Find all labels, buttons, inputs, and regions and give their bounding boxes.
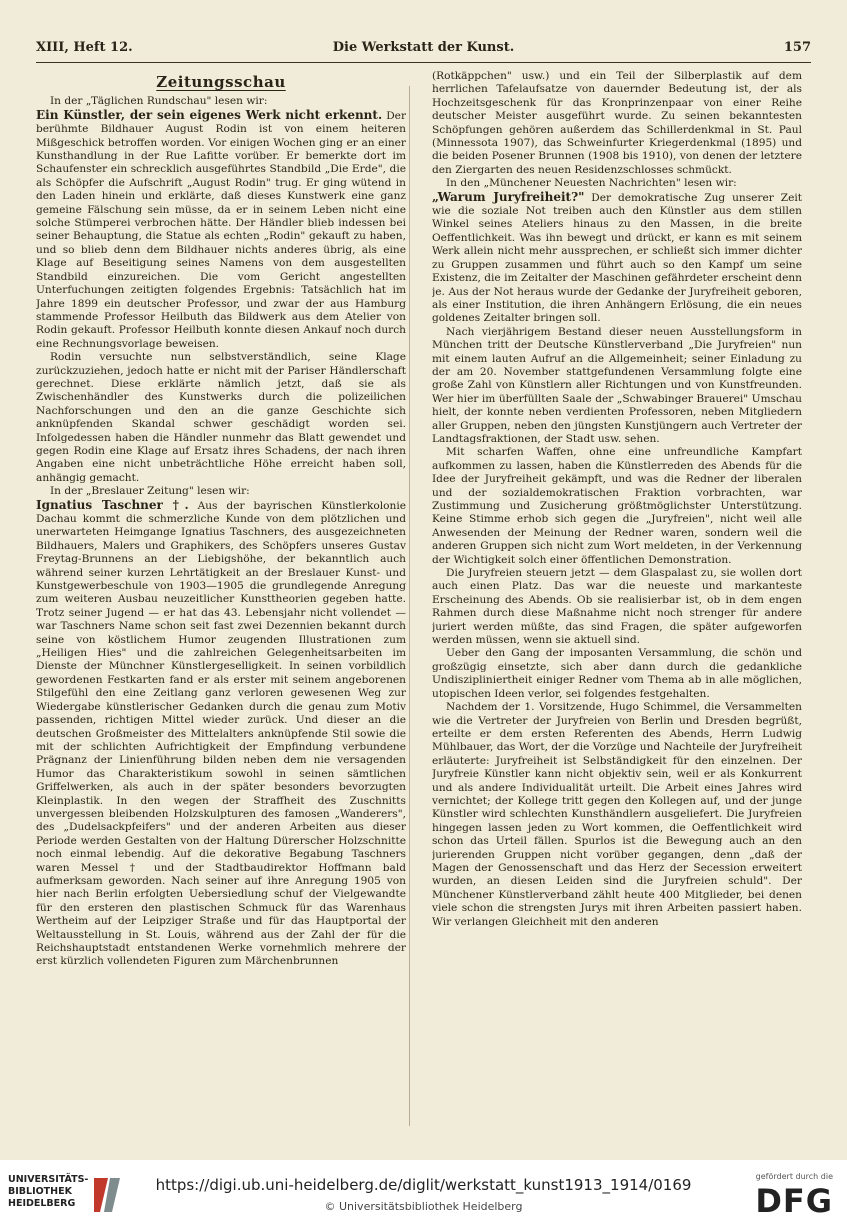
paragraph: Ueber den Gang der imposanten Versammlung, die schön und großzügig einsetzte, sich aber dann durch die gedankliche Undiszipliniertheit einiger Redner vom Thema ab in alle möglichen, utopischen Ideen verlor, sei folgendes festgehalten. <box>432 647 802 700</box>
funder-logo[interactable] <box>743 1172 833 1222</box>
paragraph: Nachdem der 1. Vorsitzende, Hugo Schimmel, die Versammelten wie die Vertreter der Juryfreien von Berlin und Dresden begrüßt, erteilte er dem ersten Referenten des Abends, Herrn Ludwig Mühlbauer, das Wort, der die Vorzüge und Nachteile der Juryfreiheit erläuterte: Juryfreiheit ist Selbständigkeit für den einzelnen. Der Juryfreie Künstler kann nicht objektiv sein, weil er als Konkurrent und als andere Individualität urteilt. Die Arbeit eines Jahres wird vernichtet; der Kollege tritt gegen den Kollegen auf, und der junge Künstler wird schlechten Kunsthändlern ausgeliefert. Die Juryfreien hingegen lassen jeden zu Wort kommen, die Oeffentlichkeit wird schon das Urteil fällen. Spurlos ist die Bewegung auch an den jurierenden Gruppen nicht vorüber gegangen, denn „daß der Magen der Genossenschaft und das Herz der Secession erweitert wurden, an diesen Leiden sind die Juryfreien schuld". Der Münchener Künstlerverband zählt heute 400 Mitglieder, bei denen viele schon die strengsten Jurys mit ihren Arbeiten passiert haben. Wir verlangen Gleichheit mit den anderen <box>432 701 802 928</box>
funder-caption: gefördert durch die <box>755 1172 833 1181</box>
library-name: UNIVERSITÄTS- BIBLIOTHEK HEIDELBERG <box>8 1174 89 1209</box>
permalink-url[interactable]: https://digi.ub.uni-heidelberg.de/diglit/werkstatt_kunst1913_1914/0169 <box>155 1176 692 1194</box>
viewer-footer <box>0 1160 847 1228</box>
paragraph: Nach vierjährigem Bestand dieser neuen Ausstellungsform in München tritt der Deutsche Künstlerverband „Die Juryfreien" nun mit einem lauten Aufruf an die Allgemeinheit; seiner Einladung zu der am 20. November stattgefundenen Versammlung folgte eine große Zahl von Künstlern aller Richtungen und von Kunstfreunden. Wer hier im überfüllten Saale der „Schwabinger Brauerei" Umschau hielt, der konnte neben verdienten Professoren, neben Mitgliedern aller Gruppen, neben den jüngsten Kunstjüngern auch Vertreter der Landtagsfraktionen, der Stadt usw. sehen. <box>432 325 802 445</box>
copyright-notice: © Universitätsbibliothek Heidelberg <box>324 1200 523 1213</box>
article-body: Der berühmte Bildhauer August Rodin ist von einem heiteren Mißgeschick betroffen worden. Vor einigen Wochen ging er an einer Kunsthandlung in der Rue Lafitte vorüber. Er bemerkte dort im Schaufenster ein schrecklich ausgeführtes Standbild „Die Erde", die als Schöpfer die Aufschrift „August Rodin" trug. Er ging wütend in den Laden hinein und erklärte, daß dieses Kunstwerk eine ganz gemeine Fälschung sein müsse, da er in seinem Leben nicht eine solche Stümperei verbrochen hätte. Der Händler blieb indessen bei seiner Behauptung, die Statue als echten „Rodin" gekauft zu haben, und so blieb denn dem Bildhauer nichts anderes übrig, als eine Klage auf Beseitigung seines Namens von dem ausgestellten Standbild einzureichen. Die vom Gericht angestellten Unterfuchungen zeitigten folgendes Ergebnis: Tatsächlich hat im Jahre 1899 ein deutscher Professor, und zwar der aus Hamburg stammende Professor Heilbuth das Bildwerk aus dem Atelier von Rodin gekauft. Professor Heilbuth konnte diesen Ankauf noch durch eine Rechnungsvorlage beweisen. <box>36 109 406 350</box>
page-number: 157 <box>783 40 811 55</box>
left-column <box>36 70 406 1130</box>
journal-title: Die Werkstatt der Kunst. <box>332 40 515 55</box>
article-juryfreiheit <box>432 191 802 326</box>
paragraph: (Rotkäppchen" usw.) und ein Teil der Silberplastik auf dem herrlichen Tafelaufsatze von dauernder Bedeutung ist, der als Hochzeitsgeschenk für das Kronprinzenpaar von einer Reihe deutscher Meister ausgeführt wurde. Zu seinen bekanntesten Schöpfungen gehören außerdem das Schillerdenkmal in St. Paul (Minnessota 1907), das Schweinfurter Kriegerdenkmal (1895) und die beiden Posener Brunnen (1908 bis 1910), von denen der letztere den Ziergarten des neuen Residenzschlosses schmückt. <box>432 70 802 176</box>
paragraph: Mit scharfen Waffen, ohne eine unfreundliche Kampfart aufkommen zu lassen, haben die Künstlerreden des Abends für die Idee der Juryfreiheit gekämpft, und was die Redner der liberalen und der sozialdemokratischen Fraktion vorbrachten, war Zustimmung und Zusicherung größtmöglichster Unterstützung. Keine Stimme erhob sich gegen die „Juryfreien", nicht weil alle Anwesenden der Meinung der Redner waren, sondern weil die anderen Gruppen sich nicht zum Wort meldeten, in der Verkennung der Wichtigkeit solch einer öffentlichen Demonstration. <box>432 446 802 566</box>
article-headline: Ein Künstler, der sein eigenes Werk nicht erkennt. <box>36 107 383 122</box>
paragraph: Rodin versuchte nun selbstverständlich, seine Klage zurückzuziehen, jedoch hatte er nicht mit der Pariser Händlerschaft gerechnet. Diese erklärte nämlich jetzt, daß sie als Zwischenhändler des Kunstwerks durch die polizeilichen Nachforschungen und den an die ganze Geschichte sich anknüpfenden Skandal schwer geschädigt worden sei. Infolgedessen haben die Händler nunmehr das Blatt gewendet und gegen Rodin eine Klage auf Ersatz ihres Schadens, der nach ihren Angaben eine nicht unbeträchtliche Höhe erreicht haben soll, anhängig gemacht. <box>36 351 406 484</box>
article-rodin <box>36 109 406 351</box>
article-taschner <box>36 499 406 969</box>
article-headline: „Warum Juryfreiheit?" <box>432 189 585 204</box>
paragraph: Die Juryfreien steuern jetzt — dem Glaspalast zu, sie wollen dort auch einen Platz. Das war die neueste und markanteste Erscheinung des Abends. Ob sie realisierbar ist, ob in dem engen Rahmen durch diese Maßnahme nicht noch strenger für andere juriert werden müßte, das sind Fragen, die später aufgeworfen werden müssen, wenn sie aktuell sind. <box>432 567 802 647</box>
article-body: Der demokratische Zug unserer Zeit wie die soziale Not treiben auch den Künstler aus dem stillen Winkel seines Ateliers hinaus zu den Massen, in die breite Oeffentlichkeit. Was ihn bewegt und drückt, er kann es mit seinem Werk allein nicht mehr aussprechen, er schließt sich immer dichter zu Gruppen zusammen und führt auch so den Kampf um seine Existenz, die im Zeitalter der Maschinen gefährdeter erscheint denn je. Aus der Not heraus wurde der Gedanke der Juryfreiheit geboren, als einer Institution, die ihren Anhängern Erlösung, die ein neues goldenes Zeitalter bringen soll. <box>432 191 802 325</box>
source-intro: In der „Breslauer Zeitung" lesen wir: <box>50 485 250 498</box>
running-header <box>36 38 811 63</box>
right-column <box>432 70 802 1130</box>
section-heading: Zeitungsschau <box>156 73 286 91</box>
issue-label: XIII, Heft 12. <box>36 40 133 55</box>
article-body: Aus der bayrischen Künstlerkolonie Dachau kommt die schmerzliche Kunde von dem plötzlichen und unerwarteten Heimgange Ignatius Taschners, des ausgezeichneten Bildhauers, Malers und Graphikers, des Schöpfers unseres Gustav Freytag-Brunnens an der Liebigshöhe, der bekanntlich auch während seiner kurzen Lehrtätigkeit an der Breslauer Kunst- und Kunstgewerbeschule von 1903—1905 die grundlegende Anregung zum weiteren Ausbau neuzeitlicher Kunsttheorien gegeben hatte. Trotz seiner Jugend — er hat das 43. Lebensjahr nicht vollendet — war Taschners Name schon seit fast zwei Dezennien bekannt durch seine von köstlichem Humor zeugenden Illustrationen zum „Heiligen Hies" und die zahlreichen Gelegenheitsarbeiten im Dienste der Münchner Künstlergeselligkeit. In seinen vorbildlich gewordenen Festkarten fand er als erster mit seinem angeborenen Stilgefühl den eine Zeitlang ganz verloren gewesenen Weg zur Wiedergabe künstlerischer Gedanken durch die genau zum Motiv passenden, richtigen Mittel wieder zurück. Und dieser an die deutschen Großmeister des Mittelalters anknüpfende Stil sowie die mit der schlichten Aufrichtigkeit der Empfindung verbundene Prägnanz der Linienführung bilden neben dem nie versagenden Humor das Charakteristikum sowohl in seinen sämtlichen Griffelwerken, als auch in der später besonders bevorzugten Kleinplastik. In den wegen der Straffheit des Zuschnitts unvergessen bleibenden Holzskulpturen des famosen „Wanderers", des „Dudelsackpfeifers" und der anderen Arbeiten aus dieser Periode werden Gestalten von der Haltung Dürerscher Holzschnitte noch einmal lebendig. Auf die dekorative Begabung Taschners waren Messel † und der Stadtbaudirektor Hoffmann bald aufmerksam geworden. Nach seiner auf ihre Anregung 1905 von hier nach Berlin erfolgten Uebersiedlung schuf der Vielgewandte für den ersteren den plastischen Schmuck für das Warenhaus Wertheim auf der Leipziger Straße und für das Hauptportal der Weltausstellung in St. Louis, während aus der Zahl der für die Reichshauptstadt entstandenen Werke vornehmlich mehrere der erst kürzlich vollendeten Figuren zum Märchenbrunnen <box>36 499 406 968</box>
source-intro: In den „Münchener Neuesten Nachrichten" lesen wir: <box>446 177 737 190</box>
dfg-logo-text: DFG <box>755 1182 833 1220</box>
source-intro: In der „Täglichen Rundschau" lesen wir: <box>50 95 268 108</box>
article-headline: Ignatius Taschner †. <box>36 497 189 512</box>
column-divider <box>409 86 410 1126</box>
